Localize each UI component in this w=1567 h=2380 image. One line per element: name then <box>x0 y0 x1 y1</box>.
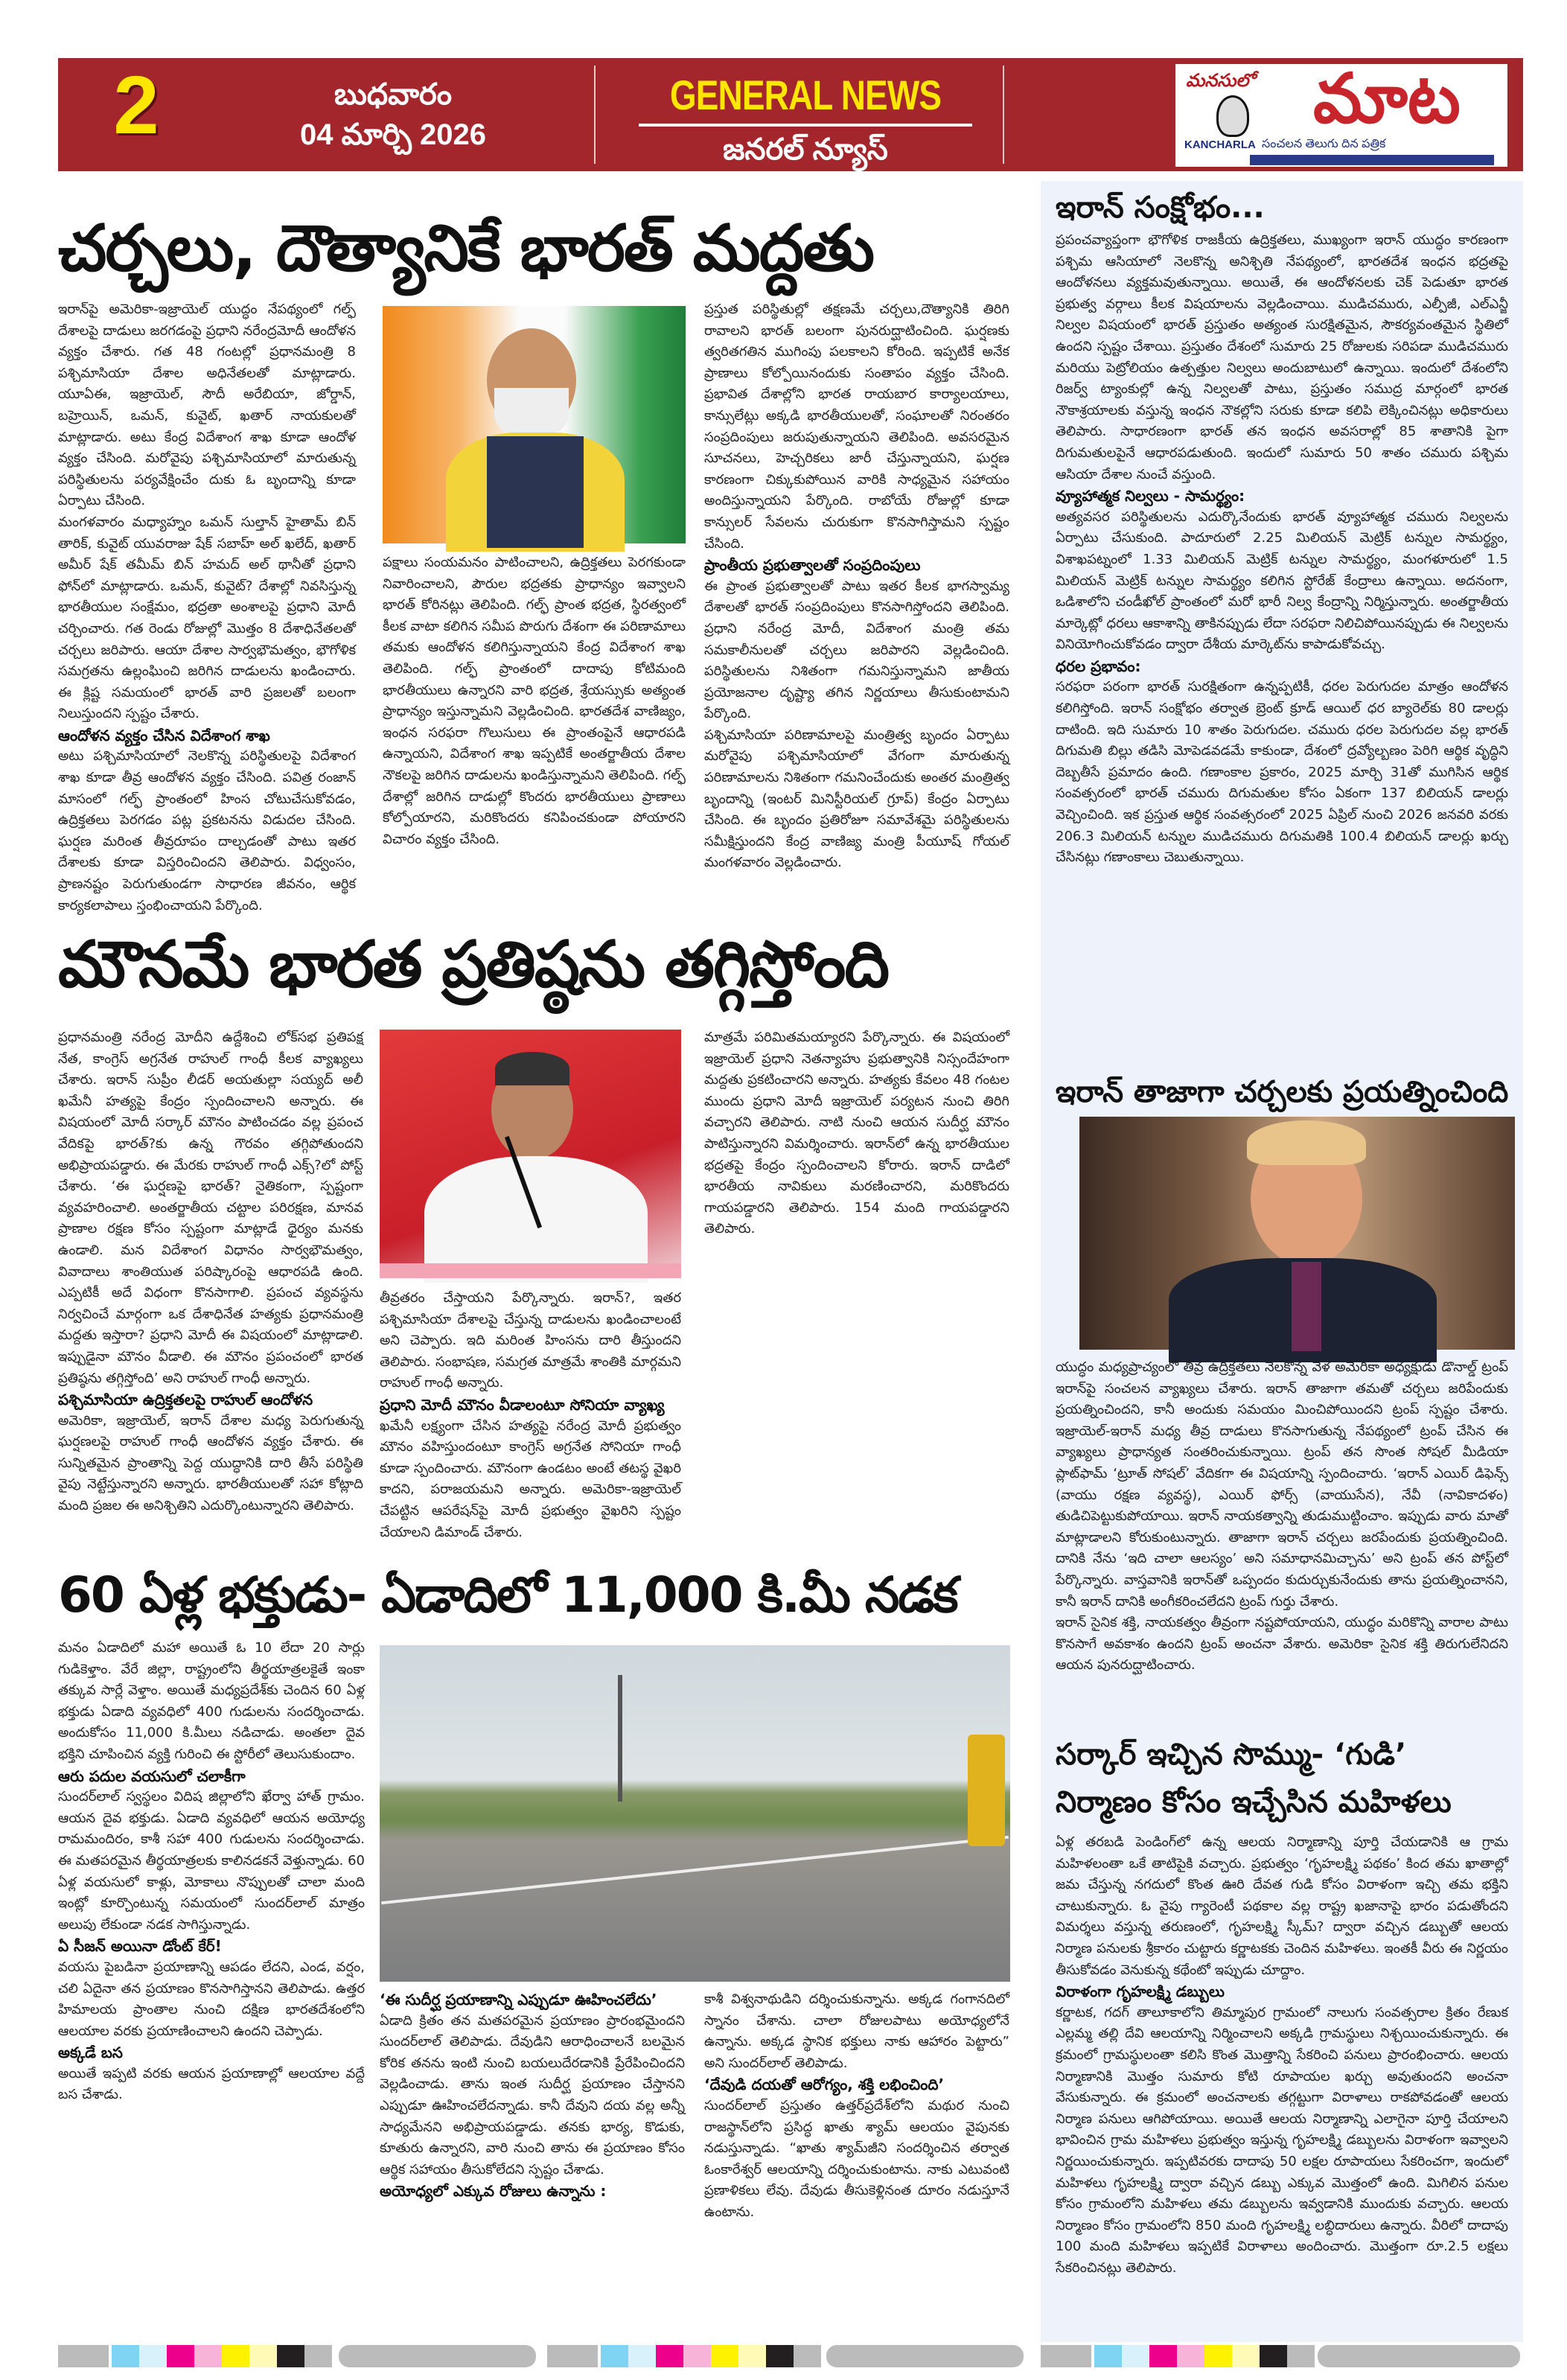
subheading: పశ్చిమాసియా ఉద్రిక్తతలపై రాహుల్ ఆందోళన <box>58 1391 313 1409</box>
article1-headline: చర్చలు, దౌత్యానికే భారత్ మద్దతు <box>58 211 873 286</box>
article3-headline: 60 ఏళ్ల భక్తుడు- ఏడాదిలో 11,000 కి.మీ నడక <box>58 1566 957 1624</box>
paragraph: కర్ణాటక, గదగ్ తాలూకాలోని తిమ్మాపుర గ్రామంలో నాలుగు సంవత్సరాల క్రితం రేణుక ఎల్లమ్మ తల్లి దేవి ఆలయాన్ని నిర్మించాలని అక్కడి గ్రామస్థులు నిశ్చయించుకున్నారు. ఈ క్రమంలో గ్రామస్థులంతా కలిసి కొంత మొత్తాన్ని సేకరించి పనులు ప్రారంభించారు. ఆలయ నిర్మాణానికి మొత్తం సుమారు కోటి రూపాయల ఖర్చు అవుతుందని అంచనా వేసుకున్నారు. ఈ క్రమంలో అంచనాలకు తగ్గట్టుగా విరాళాలు రాకపోవడంతో ఆలయ నిర్మాణ పనులు ఆగిపోయాయి. అయితే ఆలయ నిర్మాణాన్ని ఎలాగైనా పూర్తి చేయాలని భావించిన గ్రామ మహిళలు ప్రభుత్వం ఇస్తున్న గృహలక్ష్మి డబ్బులను విరాళంగా ఇవ్వాలని నిర్ణయించుకున్నారు. ఇప్పటివరకు దాదాపు 50 లక్షల రూపాయలు సేకరించగా, ఇందులో మహిళలు గృహలక్ష్మి ద్వారా వచ్చిన డబ్బు ఎక్కువ మొత్తంలో ఉంది. మిగిలిన పనుల కోసం గ్రామంలోని మహిళలు తమ డబ్బులను ఇవ్వడానికి ముందుకు వచ్చారు. ఆలయ నిర్మాణం కోసం గ్రామంలోని 850 మంది గృహలక్ష్మి లబ్ధిదారులు ఉన్నారు. వీరిలో దాదాపు 100 మంది మహిళలు ఇప్పటికే విరాళాలు అందించారు. మొత్తంగా రూ.2.5 లక్షలు సేకరించినట్లు తెలిపారు. <box>1056 2004 1508 2276</box>
logo-subtitle: సంచలన తెలుగు దిన పత్రిక <box>1262 138 1386 150</box>
paragraph: సుందర్‌లాల్ ప్రస్తుతం ఉత్తర్‌ప్రదేశ్‌లోని మథుర నుంచి రాజస్థాన్‌లోని ప్రసిద్ధ ఖాతు శ్యామ్ ఆలయం వైపునకు నడుస్తున్నాడు. “ఖాతు శ్యామ్‌జీని సందర్శించిన తర్వాత ఓంకారేశ్వర్ ఆలయాన్ని దర్శించుకుంటాను. నాకు ఎటువంటి ప్రణాళికలు లేవు. దేవుడు తీసుకెళ్లినంత దూరం నడుస్తూనే ఉంటాను. <box>704 2097 1009 2220</box>
logo-brand: KANCHARLA <box>1184 138 1256 151</box>
subheading: ‘ఈ సుదీర్ఘ ప్రయాణాన్ని ఎప్పుడూ ఊహించలేదు’ <box>380 1991 657 2009</box>
paragraph: ఇరాన్ సైనిక శక్తి, నాయకత్వం తీవ్రంగా నష్టపోయాయని, యుద్ధం మరికొన్ని వారాల పాటు కొనసాగే అవకాశం ఉందని ట్రంప్ అంచనా వేశారు. అమెరికా సైనిక శక్తి తిరుగులేనిదని ఆయన పునరుద్ఘాటించారు. <box>1056 1615 1508 1674</box>
paragraph: కాశీ విశ్వనాథుడిని దర్శించుకున్నాను. అక్కడ గంగానదిలో స్నానం చేశాను. చాలా రోజులపాటు అయోధ్యలోనే ఉన్నాను. అక్కడ స్థానిక భక్తులు నాకు ఆహారం పెట్టారు” అని సుందర్‌లాల్ తెలిపాడు. <box>704 1991 1009 2071</box>
paragraph: సరఫరా పరంగా భారత్ సురక్షితంగా ఉన్నప్పటికీ, ధరల పెరుగుదల మాత్రం ఆందోళన కలిగిస్తోంది. ఇరాన్ సంక్షోభం తర్వాత బ్రెంట్ క్రూడ్ ఆయిల్ ధర బ్యారెల్‌కు 80 డాలర్లు దాటింది. ఇది సుమారు 10 శాతం పెరుగుదల. చమురు ధరల పెరుగుదల వల్ల భారత్ దిగుమతి బిల్లు తడిసి మోపెడవడమే కాకుండా, దేశంలో ద్రవ్యోల్బణం పెరిగి ఆర్థిక వృద్ధిని దెబ్బతీసే ప్రమాదం ఉంది. గణాంకాల ప్రకారం, 2025 మార్చి 31తో ముగిసిన ఆర్థిక సంవత్సరంలో భారత్ చమురు దిగుమతుల కోసం ఏకంగా 137 బిలియన్ డాలర్లు వెచ్చించింది. ఇక ప్రస్తుత ఆర్థిక సంవత్సరంలో 2025 ఏప్రిల్ నుంచి 2026 జనవరి వరకు 206.3 మిలియన్ టన్నుల ముడిచమురు దిగుమతికి 100.4 బిలియన్ డాలర్లు ఖర్చు చేసినట్లు గణాంకాలు చెబుతున్నాయి. <box>1056 679 1508 866</box>
paragraph: అత్యవసర పరిస్థితులను ఎదుర్కొనేందుకు భారత్ వ్యూహాత్మక చమురు నిల్వలను ఏర్పాటు చేసుకుంది. పాదూరులో 2.25 మిలియన్ మెట్రిక్ టన్నుల సామర్థ్యం, విశాఖపట్నంలో 1.33 మిలియన్ మెట్రిక్ టన్నుల సామర్థ్యం, మంగళూరులో 1.5 మిలియన్ మెట్రిక్ టన్నుల సామర్థ్యం కలిగిన స్టోరేజ్ కేంద్రాలు ఉన్నాయి. అదనంగా, ఒడిశాలోని చండీఖోల్ ప్రాంతంలో మరో భారీ నిల్వ కేంద్రాన్ని నిర్మిస్తున్నారు. అంతర్జాతీయ మార్కెట్లో ధరలు ఆకాశాన్ని తాకినప్పుడు లేదా సరఫరా నిలిచిపోయినప్పుడు ఈ నిల్వలను వినియోగించుకోవడం ద్వారా దేశీయ మార్కెట్‌ను కాపాడుకోవచ్చు. <box>1056 508 1508 653</box>
subheading: విరాళంగా గృహలక్ష్మి డబ్బులు <box>1056 1982 1225 2001</box>
divider <box>1003 66 1004 164</box>
logo-title: మాట <box>1313 61 1461 137</box>
logo-small-text: మనసులో <box>1186 71 1255 91</box>
article3-column-2 <box>380 1989 685 2330</box>
sidebar-story2-title: ఇరాన్ తాజాగా చర్చలకు ప్రయత్నించింది <box>1056 1075 1509 1109</box>
paragraph: మంగళవారం మధ్యాహ్నం ఒమన్ సుల్తాన్ హైతామ్ బిన్ తారిక్, కువైట్ యువరాజు షేక్ సబాహ్ అల్ ఖలేద్, ఖతార్ అమీర్ షేక్ తమీమ్ బిన్ హమద్ అల్ థానీతో ప్రధాని ఫోన్‌లో మాట్లాడారు. ఒమన్, కువైట్? దేశాల్లో నివసిస్తున్న భారతీయుల సంక్షేమం, భద్రతా అంశాలపై ప్రధాని మోదీ చర్చించారు. గత రెండు రోజుల్లో మొత్తం 8 దేశాధినేతలతో చర్చలు జరిపారు. ఆయా దేశాల సార్వభౌమత్వం, భౌగోళిక సమగ్రతను ఉల్లంఘించి జరిగిన దాడులను ఖండించారు. ఈ క్లిష్ట సమయంలో భారత్ వారి ప్రజలతో బలంగా నిలుస్తుందని స్పష్టం చేశారు. <box>58 514 356 722</box>
logo-bar <box>1250 155 1494 165</box>
founder-portrait-icon <box>1216 95 1249 137</box>
subheading: ఆందోళన వ్యక్తం చేసిన విదేశాంగ శాఖ <box>58 726 270 744</box>
paragraph: యుద్ధం మధ్యప్రాచ్యంలో తీవ్ర ఉద్రిక్తతలు నెలకొన్న వేళ అమెరికా అధ్యక్షుడు డొనాల్డ్ ట్రంప్ ఇరాన్‌పై సంచలన వ్యాఖ్యలు చేశారు. ఇరాన్ తాజాగా తమతో చర్చలు జరిపేందుకు ప్రయత్నించిందని, కానీ అందుకు సమయం మించిపోయిందని ట్రంప్ స్పష్టం చేశారు. ఇజ్రాయెల్-ఇరాన్ మధ్య తీవ్ర దాడులు కొనసాగుతున్న నేపథ్యంలో ట్రంప్ చేసిన ఈ వ్యాఖ్యలు ప్రాధాన్యత సంతరించుకున్నాయి. ట్రంప్ తన సొంత సోషల్ మీడియా ప్లాట్‌ఫామ్ ‘ట్రూత్ సోషల్’ వేదికగా ఈ విషయాన్ని స్పందించారు. ‘ఇరాన్ ఎయిర్ డిఫెన్స్ (వాయు రక్షణ వ్యవస్థ), ఎయిర్ ఫోర్స్ (వాయుసేన), నేవీ (నావికాదళం) తుడిచిపెట్టుకుపోయాయి. ఇరాన్ నాయకత్వాన్ని తుడుముట్టించాం. ఇప్పుడు వారు మాతో మాట్లాడాలని కోరుకుంటున్నారు. తాజాగా ఇరాన్ చర్చలు జరపేందుకు ప్రయత్నించింది. దానికి నేను ‘ఇది చాలా ఆలస్యం’ అని సమాధానమిచ్చాను’ అని ట్రంప్ తన పోస్ట్‌లో పేర్కొన్నారు. వాస్తవానికి ఇరాన్‌తో ఒప్పందం కుదుర్చుకునేందుకు తాను ప్రయత్నించానని, కానీ ఇరాన్ దానికి అంగీకరించలేదని ట్రంప్ గుర్తు చేశారు. <box>1056 1359 1508 1609</box>
paragraph: అయితే ఇప్పటి వరకు ఆయన ప్రయాణాల్లో ఆలయాల వద్దే బస చేశాడు. <box>58 2065 365 2103</box>
paragraph: ఇరాన్‌పై అమెరికా-ఇజ్రాయెల్ యుద్ధం నేపథ్యంలో గల్ఫ్ దేశాలపై దాడులు జరగడంపై ప్రధాని నరేంద్రమోదీ ఆందోళన వ్యక్తం చేశారు. గత 48 గంటల్లో ప్రధానమంత్రి 8 పశ్చిమాసియా దేశాల అధినేతలతో మాట్లాడారు. యూఏఈ, ఇజ్రాయెల్, సౌదీ అరేబియా, జోర్డాన్, బహ్రెయిన్, ఒమన్, కువైట్, ఖతార్ నాయకులతో మాట్లాడారు. అటు కేంద్ర విదేశాంగ శాఖ కూడా ఆందోళ వ్యక్తం చేసింది. మరోవైపు పశ్చిమాసియాలో మారుతున్న పరిస్థితులను పర్యవేక్షించేం దుకు ఓ బృందాన్ని కూడా ఏర్పాటు చేసింది. <box>58 302 356 509</box>
paragraph: ప్రస్తుత పరిస్థితుల్లో తక్షణమే చర్చలు,దౌత్యానికి తిరిగి రావాలని భారత్ బలంగా పునరుద్ఘాటించింది. ఘర్షణకు త్వరితగతిన ముగింపు పలకాలని కోరింది. ఇప్పటికే అనేక ప్రాణాలు కోల్పోయినందుకు సంతాపం వ్యక్తం చేసింది. ప్రభావిత దేశాల్లోని భారత రాయబార కార్యాలయాలు, కాన్సులేట్లు అక్కడి భారతీయులతో, సంఘాలతో నిరంతరం సంప్రదింపులు జరుపుతున్నాయని తెలిపింది. అవసరమైన సూచనలు, హెచ్చరికలు జారీ చేస్తున్నాయని, ఘర్షణ కారణంగా చిక్కుకుపోయిన వారికి సాధ్యమైన సహాయం అందిస్తున్నాయని పేర్కొంది. రాబోయే రోజుల్లో కూడా కాన్సులర్ సేవలను చురుకుగా కొనసాగిస్తామని స్పష్టం చేసింది. <box>704 302 1009 552</box>
weekday: బుధవారం <box>334 78 452 111</box>
article3-column-1 <box>58 1638 365 2330</box>
paragraph: పక్షాలు సంయమనం పాటించాలని, ఉద్రిక్తతలు పెరగకుండా నివారించాలని, పౌరుల భద్రతకు ప్రాధాన్యం ఇవ్వాలని భారత్ కోరినట్లు తెలిపింది. గల్ఫ్ ప్రాంత భద్రత, స్థిరత్వంలో కీలక వాటా కలిగిన సమీప పొరుగు దేశంగా ఈ పరిణామాలు తమకు ఆందోళన కలిగిస్తున్నాయని కేంద్ర విదేశాంగ శాఖ తెలిపింది. గల్ఫ్ ప్రాంతంలో దాదాపు కోటిమంది భారతీయులు ఉన్నారని వారి భద్రత, శ్రేయస్సుకు అత్యంత ప్రాధాన్యం ఇస్తున్నామని వెల్లడించింది. భారతదేశ వాణిజ్యం, ఇంధన సరఫరా గొలుసులు ఈ ప్రాంతంపైనే ఆధారపడి ఉన్నాయని, విదేశాంగ శాఖ ఇప్పటికే అంతర్జాతీయ దేశాల నౌకలపై జరిగిన దాడులను ఖండిస్తున్నామని తెలిపింది. గల్ఫ్ దేశాల్లో జరిగిన దాడుల్లో కొందరు భారతీయులు ప్రాణాలు కోల్పోయారని, మరికొందరు కనిపించకుండా పోయారని విచారం వ్యక్తం చేసింది. <box>383 555 686 847</box>
sidebar-story3-body <box>1056 1832 1508 2331</box>
subheading: ఏ సీజన్ అయినా డోంట్ కేర్! <box>58 1937 222 1956</box>
article1-column-2 <box>383 552 686 884</box>
print-gray-bar <box>1318 2345 1520 2367</box>
paragraph: ప్రపంచవ్యాప్తంగా భౌగోళిక రాజకీయ ఉద్రిక్తతలు, ముఖ్యంగా ఇరాన్ యుద్ధం కారణంగా పశ్చిమ ఆసియాలో నెలకొన్న అనిశ్చితి నేపథ్యంలో, భారతదేశ ఇంధన భద్రతపై ఆందోళనలు వ్యక్తమవుతున్నాయి. అయితే, ఈ ఆందోళనలకు చెక్ పెడుతూ భారత ప్రభుత్వ వర్గాలు కీలక విషయాలను వెల్లడించాయి. ముడిచమురు, ఎల్పీజీ, ఎల్ఎన్జీ నిల్వల విషయంలో భారత్ ప్రస్తుతం అత్యంత సురక్షితమైన, సౌకర్యవంతమైన స్థితిలో ఉందని స్పష్టం చేశాయి. ప్రస్తుతం దేశంలో సుమారు 25 రోజులకు సరిపడా ముడిచమురు మరియు పెట్రోలియం ఉత్పత్తుల నిల్వలు అందుబాటులో ఉన్నాయి. ఇందులో దేశంలోని రిజర్వ్ ట్యాంకుల్లో ఉన్న నిల్వలతో పాటు, ప్రస్తుతం సముద్ర మార్గంలో భారత నౌకాశ్రయాలకు వస్తున్న ఇంధన నౌకల్లోని సరుకు కూడా కలిపి లెక్కించినట్లు అధికారులు తెలిపారు. సాధారణంగా భారత్ తన ఇంధన అవసరాల్లో 85 శాతానికి పైగా దిగుమతులపైనే ఆధారపడుతుంది. ఇందులో సుమారు 50 శాతం చమురు పశ్చిమ ఆసియా దేశాల నుంచే వస్తుంది. <box>1056 232 1508 482</box>
page-number: 2 <box>113 60 159 151</box>
paragraph: ఏళ్ల తరబడి పెండింగ్‌లో ఉన్న ఆలయ నిర్మాణాన్ని పూర్తి చేయడానికి ఆ గ్రామ మహిళలంతా ఒకే తాటిపైకి వచ్చారు. ప్రభుత్వం ‘గృహలక్ష్మి పథకం’ కింద తమ ఖాతాల్లో జమ చేస్తున్న నగదులో కొంత ఊరి దేవత గుడి కోసం విరాళంగా ఇచ్చి తమ భక్తిని చాటుకున్నారు. ఓ వైపు గ్యారెంటీ పథకాల వల్ల రాష్ట్ర ఖజానాపై భారం పడుతోందని విమర్శలు వస్తున్న తరుణంలో, గృహలక్ష్మి స్కీమ్? ద్వారా వచ్చిన డబ్బుతో ఆలయ నిర్మాణ పనులకు శ్రీకారం చుట్టారు కర్ణాటకకు చెందిన మహిళలు. ఇంతకీ వీరు ఈ నిర్ణయం తీసుకోవడం వెనుకున్న కథేంటో ఇప్పుడు చూద్దాం. <box>1056 1834 1508 1978</box>
sidebar-story2-body <box>1056 1357 1508 1707</box>
sidebar-story3-title: సర్కార్ ఇచ్చిన సొమ్ము- ‘గుడి’ నిర్మాణం కోసం ఇచ్చేసిన మహిళలు <box>1056 1738 1452 1819</box>
issue-date: 04 మార్చి 2026 <box>299 118 487 151</box>
paragraph: మనం ఏడాదిలో మహా అయితే ఓ 10 లేదా 20 సార్లు గుడికెళ్తాం. వేరే జిల్లా, రాష్ట్రంలోని తీర్థయాత్రలకైతే ఇంకా తక్కువ సార్లే వెళ్తాం. అయితే మధ్యప్రదేశ్‌కు చెందిన 60 ఏళ్ల భక్తుడు ఏడాది వ్యవధిలో 400 గుడులను సందర్శించాడు. అందుకోసం 11,000 కి.మీలు నడిచాడు. అంతలా దైవ భక్తిని చూపించిన వ్యక్తి గురించి ఈ స్టోరీలో తెలుసుకుందాం. <box>58 1640 365 1762</box>
section-title <box>609 68 1002 168</box>
article2-column-3 <box>704 1027 1009 1548</box>
section-title-telugu: జనరల్ న్యూస్ <box>723 133 888 166</box>
print-color-bar <box>1041 2345 1315 2367</box>
paragraph: తీవ్రతరం చేస్తాయని పేర్కొన్నారు. ఇరాన్?, ఇతర పశ్చిమాసియా దేశాలపై చేస్తున్న దాడులను ఖండించాలంటే అని చెప్పారు. ఇది మరింత హింసను దారి తీస్తుందని తెలిపారు. సంభాషణ, సమగ్రత మాత్రమే శాంతికి మార్గమని రాహుల్ గాంధీ అన్నారు. <box>380 1290 681 1391</box>
article2-headline: మౌనమే భారత ప్రతిష్ఠను తగ్గిస్తోంది <box>58 928 889 1002</box>
article3-column-3 <box>704 1989 1009 2330</box>
print-gray-bar <box>826 2345 1024 2367</box>
paragraph: ఈ ప్రాంత ప్రభుత్వాలతో పాటు ఇతర కీలక భాగస్వామ్య దేశాలతో భారత్ సంప్రదింపులు కొనసాగిస్తోందని తెలిపింది. ప్రధాని నరేంద్ర మోదీ, విదేశాంగ మంత్రి తమ సమకాలీనులతో చర్చలు జరిపారని వెల్లడించింది. పరిస్థితులను నిశితంగా గమనిస్తున్నామని జాతీయ ప్రయోజనాల దృష్ట్యా తగిన నిర్ణయాలు తీసుకుంటామని పేర్కొంది. <box>704 578 1009 722</box>
divider <box>639 124 972 127</box>
paragraph: ప్రధానమంత్రి నరేంద్ర మోదీని ఉద్దేశించి లోక్‌సభ ప్రతిపక్ష నేత, కాంగ్రెస్ అగ్రనేత రాహుల్ గాంధీ కీలక వ్యాఖ్యలు చేశారు. ఇరాన్ సుప్రీం లీడర్ అయతుల్లా సయ్యద్ అలీ ఖమేనీ హత్యపై కేంద్రం స్పందించాలని అన్నారు. ఈ విషయంలో మోదీ సర్కార్ మౌనం పాటించడం వల్ల ప్రపంచ వేదికపై భారత్?కు ఉన్న గౌరవం తగ్గిపోతుందని అభిప్రాయపడ్డారు. ఈ మేరకు రాహుల్ గాంధీ ఎక్స్?లో పోస్ట్ చేశారు. ‘ఈ ఘర్షణపై భారత్? నైతికంగా, స్పష్టంగా వ్యవహరించాలి. అంతర్జాతీయ చట్టాల పరిరక్షణ, మానవ ప్రాణాల రక్షణ కోసం స్పష్టంగా మాట్లాడే ధైర్యం మనకు ఉండాలి. మన విదేశాంగ విధానం సార్వభౌమత్వం, వివాదాలు శాంతియుత పరిష్కారంపై ఆధారపడి ఉంది. ఎప్పటికీ అదే విధంగా కొనసాగాలి. ప్రపంచ వ్యవస్థను నిర్వచించే మార్గంగా ఒక దేశాధినేత హత్యకు ప్రధానమంత్రి మద్దతు ఇస్తారా? ప్రధాని మోదీ ఈ విషయంలో మాట్లాడాలి. ఇప్పుడైనా మౌనం వీడాలి. ఈ మౌనం ప్రపంచంలో భారత ప్రతిష్ఠను తగ్గిస్తోంది’ అని రాహుల్ గాంధీ అన్నారు. <box>58 1030 363 1386</box>
paragraph: పశ్చిమాసియా పరిణామాలపై మంత్రిత్వ బృందం ఏర్పాటు మరోవైపు పశ్చిమాసియాలో వేగంగా మారుతున్న పరిణామాలను నిశితంగా గమనించేందుకు అంతర మంత్రిత్వ బృందాన్ని (ఇంటర్ మినిస్టీరియల్ గ్రూప్) కేంద్రం ఏర్పాటు చేసింది. ఈ బృందం ప్రతిరోజూ సమావేశమై పరిస్థితులను సమీక్షిస్తుందని కేంద్ర వాణిజ్య మంత్రి పీయూష్ గోయల్ మంగళవారం వెల్లడించారు. <box>704 727 1009 871</box>
subheading: ప్రాంతీయ ప్రభుత్వాలతో సంప్రదింపులు <box>704 556 921 575</box>
sidebar-story1-title: ఇరాన్ సంక్షోభం... <box>1056 191 1265 225</box>
print-color-bar <box>58 2345 332 2367</box>
subheading: వ్యూహాత్మక నిల్వలు - సామర్థ్యం: <box>1056 487 1245 505</box>
newspaper-logo <box>1175 61 1507 167</box>
sidebar-panel <box>1041 181 1523 2342</box>
paragraph: అటు పశ్చిమాసియాలో నెలకొన్న పరిస్థితులపై విదేశాంగ శాఖ కూడా తీవ్ర ఆందోళన వ్యక్తం చేసింది. పవిత్ర రంజాన్ మాసంలో గల్ఫ్ ప్రాంతంలో హింస చోటుచేసుకోవడం, ఉద్రిక్తతలు పెరగడం పట్ల ప్రకటనను విడుదల చేసింది. ఘర్షణ మరింత తీవ్రరూపం దాల్చడంతో పాటు ఇతర దేశాలకు కూడా విస్తరించిందని తెలిపారు. విధ్వంసం, ప్రాణనష్టం పెరుగుతుండగా సాధారణ జీవనం, ఆర్థిక కార్యకలాపాలు స్తంభించాయని పేర్కొంది. <box>58 748 356 913</box>
subheading: ‘దేవుడి దయతో ఆరోగ్యం, శక్తి లభించింది’ <box>704 2076 945 2094</box>
article1-photo-modi <box>383 306 686 543</box>
subheading: ప్రధాని మోదీ మౌనం వీడాలంటూ సోనియా వ్యాఖ్య <box>380 1395 665 1414</box>
subheading: అయోధ్యలో ఎక్కువ రోజులు ఉన్నాను : <box>380 2182 607 2201</box>
paragraph: మాత్రమే పరిమితమయ్యారని పేర్కొన్నారు. ఈ విషయంలో ఇజ్రాయెల్ ప్రధాని నెతన్యాహు ప్రభుత్వానికి నిస్సందేహంగా మద్దతు ప్రకటించారని అన్నారు. హత్యకు కేవలం 48 గంటల ముందు ప్రధాని మోదీ ఇజ్రాయెల్ పర్యటన నుంచి తిరిగి వచ్చారని తెలిపారు. నాటి నుంచి ఆయన సుదీర్ఘ మౌనం పాటిస్తున్నారని విమర్శించారు. ఇరాన్‌లో ఉన్న భారతీయుల భద్రతపై కేంద్రం స్పందించాలని కోరారు. ఇరాన్ దాడిలో భారతీయ నావికులు మరణించారని, మరికొందరు గాయపడ్డారని తెలిపారు. 154 మంది గాయపడ్డారని తెలిపారు. <box>704 1030 1009 1237</box>
paragraph: అమెరికా, ఇజ్రాయెల్, ఇరాన్ దేశాల మధ్య పెరుగుతున్న ఘర్షణలపై రాహుల్ గాంధీ ఆందోళన వ్యక్తం చేశారు. ఈ సున్నితమైన ప్రాంతాన్ని పెద్ద యుద్ధానికి దారి తీసే పరిస్థితి వైపు నెట్టేస్తున్నారని అన్నారు. భారతీయులతో సహా కోట్లాది మంది ప్రజల ఈ అనిశ్చితిని ఎదుర్కొంటున్నారని తెలిపారు. <box>58 1412 363 1514</box>
section-title-english: GENERAL NEWS <box>669 71 942 118</box>
sidebar-photo-trump <box>1079 1117 1515 1350</box>
paragraph: వయసు పైబడినా ప్రయాణాన్ని ఆపడం లేదని, ఎండ, వర్షం, చలి ఏదైనా తన ప్రయాణం కొనసాగిస్తానని తెలిపాడు. ఉత్తర హిమాలయ ప్రాంతాల నుంచి దక్షిణ భారతదేశంలోని ఆలయాల వరకు ప్రయాణించాలని ఉందని చెప్పాడు. <box>58 1959 365 2039</box>
subheading: ఆరు పదుల వయసులో చలాకీగా <box>58 1767 246 1785</box>
subheading: అక్కడే బస <box>58 2044 123 2062</box>
paragraph: సుందర్‌లాల్ స్వస్థలం విదిష జిల్లాలోని ఖేర్వా హాత్ గ్రామం. ఆయన దైవ భక్తుడు. ఏడాది వ్యవధిలో ఆయన అయోధ్య రామమందిరం, కాశీ సహా 400 గుడులను సందర్శించాడు. ఈ మతపరమైన తీర్థయాత్రలకు కాలినడకనే వెళ్తున్నాడు. 60 ఏళ్ల వయసులో కాళ్లు, మోకాలు నొప్పులతో చాలా మంది ఇంట్లో కూర్చొంటున్న సమయంలో సుందర్‌లాల్ మాత్రం అలుపు లేకుండా నడక సాగిస్తున్నాడు. <box>58 1789 365 1933</box>
article3-photo-road <box>380 1645 1010 1982</box>
subheading: ధరల ప్రభావం: <box>1056 657 1141 675</box>
article2-column-1 <box>58 1027 363 1548</box>
paragraph: ఏడాది క్రితం తన మతపరమైన ప్రయాణం ప్రారంభమైందని సుందర్‌లాల్ తెలిపాడు. దేవుడిని ఆరాధించాలనే బలమైన కోరిక తనను ఇంటి నుంచి బయలుదేరడానికి ప్రేరేపించిందని వెల్లడించాడు. తాను ఇంత సుదీర్ఘ ప్రయాణం చేస్తానని ఎప్పుడూ ఊహించలేదన్నాడు. కానీ దేవుని దయ వల్ల అన్నీ సాధ్యమేనని అభిప్రాయపడ్డాడు. తనకు భార్య, కొడుకు, కూతురు ఉన్నారని, వారి నుంచి తాను ఈ ప్రయాణం కోసం ఆర్థిక సహాయం తీసుకోలేదని స్పష్టం చేశాడు. <box>380 2012 685 2178</box>
article2-photo-rahul <box>380 1030 681 1278</box>
print-gray-bar <box>339 2345 536 2367</box>
date-block <box>244 74 542 155</box>
sidebar-story1-body <box>1056 230 1508 1064</box>
article1-column-1 <box>58 299 356 913</box>
article2-column-2 <box>380 1288 681 1548</box>
print-color-bar <box>547 2345 821 2367</box>
paragraph: ఖమేనీ లక్ష్యంగా చేసిన హత్యపై నరేంద్ర మోదీ ప్రభుత్వం మౌనం వహిస్తుందంటూ కాంగ్రెస్ అగ్రనేత సోనియా గాంధీ కూడా స్పందించారు. మౌనంగా ఉండటం అంటే తటస్థ వైఖరి కాదని, పరాజయమని అన్నారు. అమెరికా-ఇజ్రాయెల్ చేపట్టిన ఆపరేషన్‌పై మోదీ ప్రభుత్వం వైఖరిని స్పష్టం చేయాలని డిమాండ్ చేశారు. <box>380 1417 681 1540</box>
masthead <box>58 58 1523 171</box>
divider <box>594 66 596 164</box>
article1-column-3 <box>704 299 1009 884</box>
